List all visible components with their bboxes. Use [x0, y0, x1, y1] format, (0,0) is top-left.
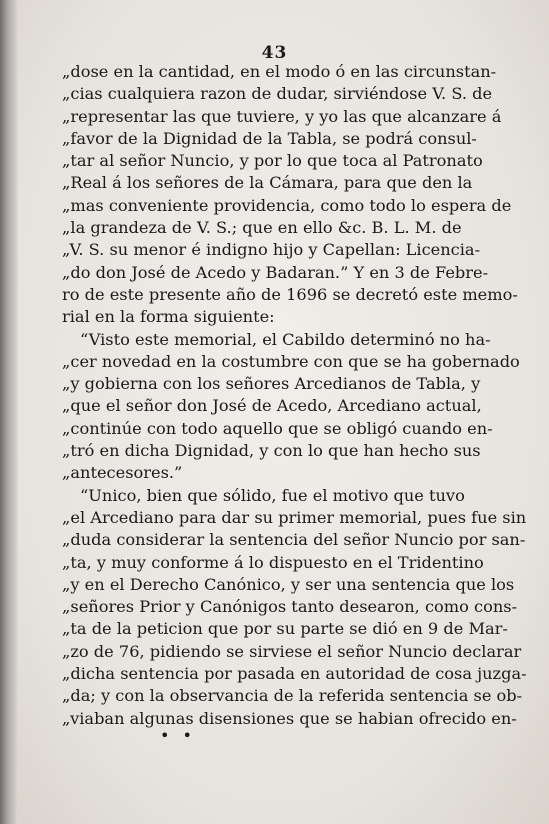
- text-line: „dose en la cantidad, en el modo ó en las circunstan-: [62, 62, 497, 81]
- text-line: „tar al señor Nuncio, y por lo que toca al Patronato: [62, 151, 483, 171]
- text-line: „que el señor don José de Acedo, Arcediano actual,: [62, 396, 482, 416]
- text-line: „dicha sentencia por pasada en autoridad de cosa juzga-: [62, 664, 527, 684]
- text-line: „mas conveniente providencia, como todo lo espera de: [62, 195, 512, 215]
- text-line: „duda considerar la sentencia del señor Nuncio por san-: [62, 530, 526, 550]
- text-line: „señores Prior y Canónigos tanto desearon, como cons-: [62, 597, 518, 617]
- text-line: „la grandeza de V. S.; que en ello &c. B. L. M. de: [62, 218, 462, 238]
- text-line: „antecesores.”: [62, 463, 183, 483]
- text-line: „y en el Derecho Canónico, y ser una sentencia que los: [62, 574, 515, 594]
- text-line: „ta, y muy conforme á lo dispuesto en el Tridentino: [62, 552, 484, 572]
- text-line: rial en la forma siguiente:: [62, 307, 275, 327]
- text-line: „da; y con la observancia de la referida sentencia se ob-: [62, 686, 523, 706]
- text-line: „Real á los señores de la Cámara, para que den la: [62, 173, 473, 193]
- text-line: „do don José de Acedo y Badaran.” Y en 3 de Febre-: [62, 262, 489, 282]
- text-line: „cer novedad en la costumbre con que se ha gobernado: [62, 351, 520, 371]
- text-line: „continúe con todo aquello que se obligó cuando en-: [62, 418, 493, 438]
- text-line: “Unico, bien que sólido, fue el motivo que tuvo: [80, 485, 465, 505]
- text-line: „ta de la peticion que por su parte se dió en 9 de Mar-: [62, 619, 508, 639]
- page-binding-shadow: [0, 0, 18, 824]
- text-line: „representar las que tuviere, y yo las que alcanzare á: [62, 106, 502, 126]
- text-line: „viaban algunas disensiones que se habian ofrecido en-: [62, 708, 517, 728]
- text-line: „y gobierna con los señores Arcedianos de Tabla, y: [62, 374, 481, 394]
- text-line: „cias cualquiera razon de dudar, sirviéndose V. S. de: [62, 84, 493, 104]
- text-line: ro de este presente año de 1696 se decretó este memo-: [62, 284, 518, 304]
- text-line: „V. S. su menor é indigno hijo y Capellan: Licencia-: [62, 240, 481, 260]
- text-line: „zo de 76, pidiendo se sirviese el señor Nuncio declarar: [62, 641, 522, 661]
- footer-mark: • •: [160, 726, 196, 745]
- page-number: 43: [261, 43, 288, 63]
- body-text: [62, 61, 542, 730]
- text-line: „favor de la Dignidad de la Tabla, se podrá consul-: [62, 128, 477, 148]
- text-line: “Visto este memorial, el Cabildo determinó no ha-: [80, 329, 491, 349]
- text-line: „el Arcediano para dar su primer memorial, pues fue sin: [62, 507, 527, 527]
- text-line: „tró en dicha Dignidad, y con lo que han hecho sus: [62, 441, 481, 461]
